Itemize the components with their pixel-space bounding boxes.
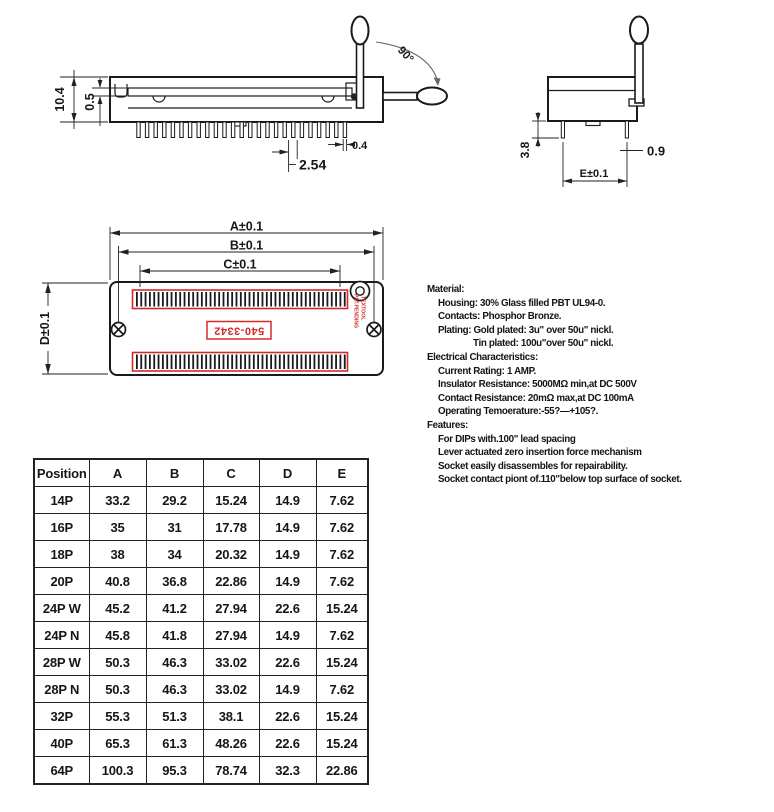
value-cell: 78.74 — [203, 757, 259, 785]
table-row — [34, 487, 368, 514]
value-cell: 15.24 — [316, 730, 368, 757]
spec-line: Electrical Characteristics: — [427, 351, 538, 363]
value-cell: 7.62 — [316, 622, 368, 649]
lever-knob-rotated — [417, 88, 447, 105]
value-cell: 38.1 — [203, 703, 259, 730]
value-cell: 50.3 — [89, 676, 146, 703]
value-cell: E — [316, 459, 368, 487]
table-row — [34, 730, 368, 757]
dim-pin-length: 3.8 — [518, 141, 532, 159]
end-view — [548, 17, 648, 139]
value-cell: 15.24 — [316, 595, 368, 622]
dim-lever-angle: 90° — [394, 44, 416, 66]
value-cell: 17.78 — [203, 514, 259, 541]
dim-c: C±0.1 — [223, 257, 257, 272]
position-cell: 32P — [34, 703, 89, 730]
table-row — [34, 757, 368, 785]
value-cell: 32.3 — [259, 757, 316, 785]
spec-line: Housing: 30% Glass filled PBT UL94-0. — [438, 297, 606, 309]
value-cell: 33.2 — [89, 487, 146, 514]
value-cell: A — [89, 459, 146, 487]
value-cell: 14.9 — [259, 568, 316, 595]
lever-knob-end — [630, 17, 648, 44]
value-cell: 7.62 — [316, 568, 368, 595]
spec-block — [427, 283, 772, 487]
value-cell: 22.86 — [203, 568, 259, 595]
position-cell: 14P — [34, 487, 89, 514]
spec-line: Lever actuated zero insertion force mechanism — [438, 447, 642, 459]
screw-right — [367, 323, 381, 337]
value-cell: 45.8 — [89, 622, 146, 649]
end-view-dimensions — [518, 112, 665, 187]
value-cell: 41.2 — [146, 595, 203, 622]
value-cell: D — [259, 459, 316, 487]
table-row — [34, 676, 368, 703]
value-cell: 22.86 — [316, 757, 368, 785]
screw-left — [112, 323, 126, 337]
dim-pin-width: 0.4 — [352, 140, 368, 152]
value-cell: 15.24 — [203, 487, 259, 514]
table-row — [34, 595, 368, 622]
dim-d: D±0.1 — [38, 311, 52, 346]
value-cell: 40.8 — [89, 568, 146, 595]
value-cell: B — [146, 459, 203, 487]
value-cell: 46.3 — [146, 649, 203, 676]
value-cell: 95.3 — [146, 757, 203, 785]
value-cell: 22.6 — [259, 595, 316, 622]
spec-line: For DIPs with.100" lead spacing — [438, 433, 576, 445]
value-cell: 38 — [89, 541, 146, 568]
part-marking-text: 540-3342 — [213, 324, 265, 337]
socket-body-side — [110, 77, 383, 122]
contact-strip-top — [133, 290, 348, 309]
lever-shaft — [357, 44, 364, 108]
value-cell: C — [203, 459, 259, 487]
value-cell: 15.24 — [316, 649, 368, 676]
value-cell: 50.3 — [89, 649, 146, 676]
dimension-table — [33, 458, 369, 785]
side-view-pins — [137, 122, 347, 138]
table-header-row — [34, 459, 368, 487]
side-marking-1: PAT.PENDING — [352, 294, 359, 329]
position-cell: Position — [34, 459, 89, 487]
table-row — [34, 514, 368, 541]
side-view — [110, 17, 447, 138]
position-cell: 18P — [34, 541, 89, 568]
value-cell: 29.2 — [146, 487, 203, 514]
side-marking-2: TEXTOOL — [359, 296, 366, 321]
table-row — [34, 649, 368, 676]
value-cell: 35 — [89, 514, 146, 541]
value-cell: 34 — [146, 541, 203, 568]
spec-line: Socket contact piont of.110"below top surface of socket. — [438, 474, 682, 486]
value-cell: 48.26 — [203, 730, 259, 757]
table-row — [34, 541, 368, 568]
value-cell: 45.2 — [89, 595, 146, 622]
value-cell: 7.62 — [316, 541, 368, 568]
value-cell: 61.3 — [146, 730, 203, 757]
dim-end-pin-width: 0.9 — [647, 143, 666, 159]
value-cell: 7.62 — [316, 487, 368, 514]
spec-line: Insulator Resistance: 5000MΩ min,at DC 500V — [438, 379, 637, 391]
value-cell: 41.8 — [146, 622, 203, 649]
table-row — [34, 568, 368, 595]
value-cell: 55.3 — [89, 703, 146, 730]
position-cell: 64P — [34, 757, 89, 785]
dim-pin-pitch: 2.54 — [299, 156, 327, 173]
value-cell: 14.9 — [259, 487, 316, 514]
value-cell: 15.24 — [316, 703, 368, 730]
spec-line: Contacts: Phosphor Bronze. — [438, 311, 562, 323]
dim-plate-thickness: 0.5 — [83, 93, 97, 111]
value-cell: 22.6 — [259, 649, 316, 676]
position-cell: 28P W — [34, 649, 89, 676]
value-cell: 65.3 — [89, 730, 146, 757]
value-cell: 100.3 — [89, 757, 146, 785]
spec-line: Features: — [427, 419, 468, 431]
dim-side-height: 10.4 — [53, 87, 67, 112]
value-cell: 22.6 — [259, 730, 316, 757]
value-cell: 20.32 — [203, 541, 259, 568]
spec-line: Tin plated: 100u"over 50u" nickl. — [473, 338, 614, 350]
spec-line: Plating: Gold plated: 3u" over 50u" nickl. — [438, 324, 614, 336]
dim-row-span: E±0.1 — [579, 168, 609, 180]
spec-line: Socket easily disassembles for repairability. — [438, 460, 628, 472]
position-cell: 20P — [34, 568, 89, 595]
value-cell: 27.94 — [203, 595, 259, 622]
value-cell: 46.3 — [146, 676, 203, 703]
value-cell: 27.94 — [203, 622, 259, 649]
spec-line: Current Rating: 1 AMP. — [438, 365, 536, 377]
value-cell: 7.62 — [316, 676, 368, 703]
value-cell: 14.9 — [259, 541, 316, 568]
dim-a: A±0.1 — [229, 219, 264, 234]
position-cell: 16P — [34, 514, 89, 541]
value-cell: 22.6 — [259, 703, 316, 730]
position-cell: 40P — [34, 730, 89, 757]
dim-b: B±0.1 — [229, 238, 264, 253]
value-cell: 7.62 — [316, 514, 368, 541]
value-cell: 36.8 — [146, 568, 203, 595]
value-cell: 31 — [146, 514, 203, 541]
value-cell: 14.9 — [259, 622, 316, 649]
table-row — [34, 622, 368, 649]
value-cell: 33.02 — [203, 676, 259, 703]
spec-line: Contact Resistance: 20mΩ max,at DC 100mA — [438, 392, 634, 404]
position-cell: 28P N — [34, 676, 89, 703]
value-cell: 33.02 — [203, 649, 259, 676]
spec-line: Operating Temoerature:-55?—+105?. — [438, 406, 599, 418]
contact-strip-bottom — [133, 353, 348, 372]
lever-shaft-end — [635, 44, 643, 103]
spec-line: Material: — [427, 284, 465, 295]
lever-shaft-rotated — [383, 93, 417, 101]
lever-knob — [352, 17, 369, 45]
value-cell: 51.3 — [146, 703, 203, 730]
top-view — [42, 227, 383, 375]
position-cell: 24P W — [34, 595, 89, 622]
position-cell: 24P N — [34, 622, 89, 649]
value-cell: 14.9 — [259, 676, 316, 703]
value-cell: 14.9 — [259, 514, 316, 541]
socket-body-end — [548, 77, 637, 121]
table-row — [34, 703, 368, 730]
